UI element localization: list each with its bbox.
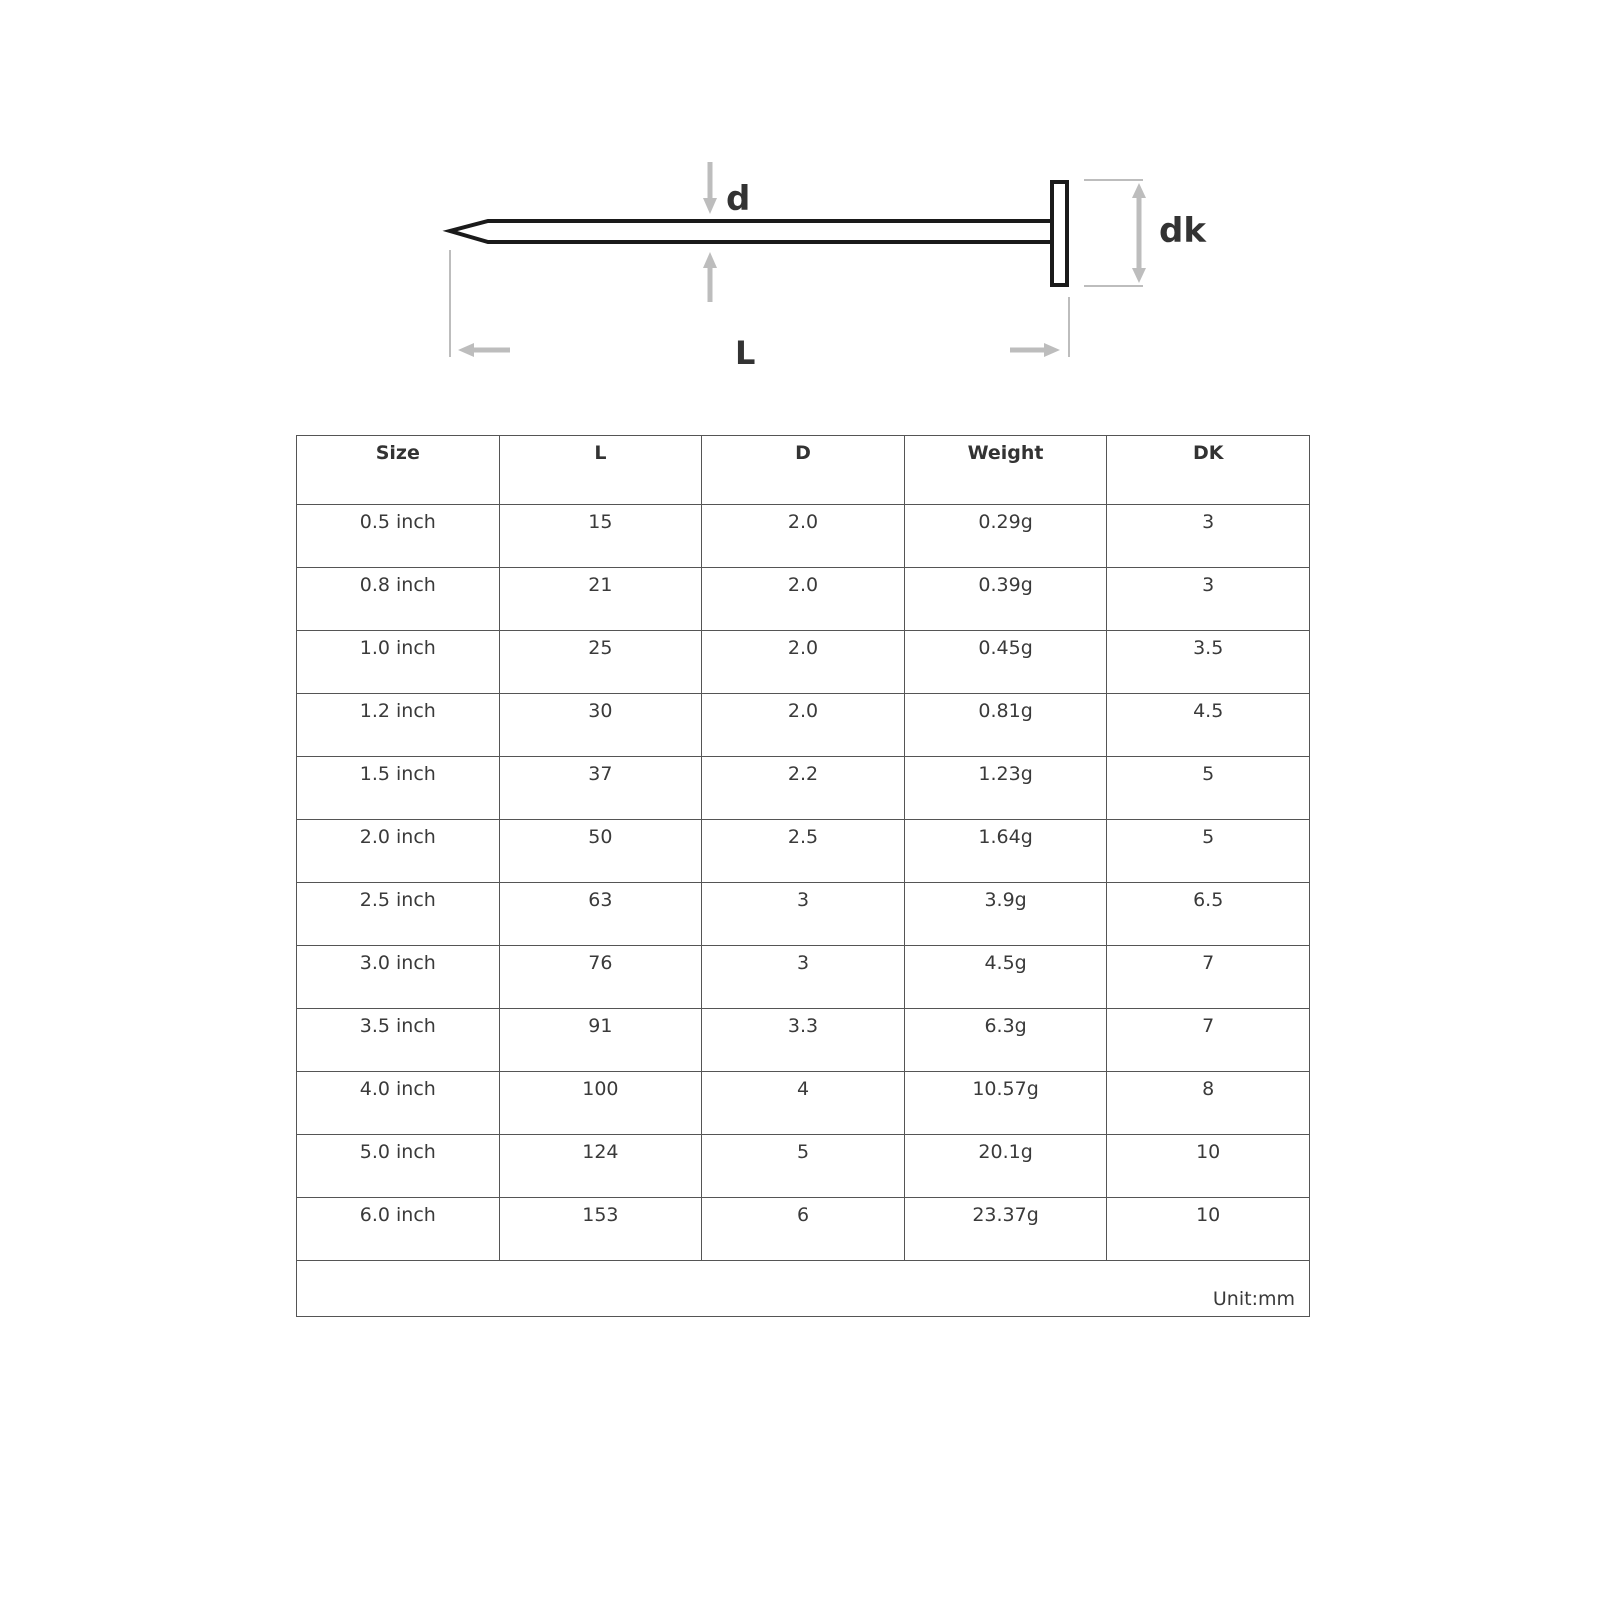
l-label: L [735, 334, 756, 372]
cell-dk: 3 [1107, 568, 1310, 631]
table-body [297, 505, 1310, 1261]
cell-weight: 23.37g [904, 1198, 1107, 1261]
cell-d: 5 [702, 1135, 905, 1198]
cell-dk: 5 [1107, 757, 1310, 820]
cell-size: 5.0 inch [297, 1135, 500, 1198]
cell-d: 3 [702, 946, 905, 1009]
nail-dimension-diagram [0, 0, 1601, 420]
cell-size: 1.5 inch [297, 757, 500, 820]
cell-size: 6.0 inch [297, 1198, 500, 1261]
dk-dimension [1084, 180, 1146, 286]
nail-spec-table [296, 435, 1310, 1317]
table-row [297, 883, 1310, 946]
cell-dk: 7 [1107, 1009, 1310, 1072]
table-header-row [297, 436, 1310, 505]
cell-dk: 10 [1107, 1135, 1310, 1198]
table-row [297, 505, 1310, 568]
cell-dk: 7 [1107, 946, 1310, 1009]
cell-dk: 10 [1107, 1198, 1310, 1261]
cell-weight: 20.1g [904, 1135, 1107, 1198]
header-d: D [702, 436, 905, 505]
cell-size: 1.0 inch [297, 631, 500, 694]
cell-d: 3 [702, 883, 905, 946]
cell-l: 91 [499, 1009, 702, 1072]
cell-d: 2.5 [702, 820, 905, 883]
d-label: d [726, 179, 751, 219]
cell-d: 2.2 [702, 757, 905, 820]
cell-l: 30 [499, 694, 702, 757]
cell-weight: 0.29g [904, 505, 1107, 568]
d-dimension-arrows [703, 162, 717, 302]
cell-d: 2.0 [702, 505, 905, 568]
header-l: L [499, 436, 702, 505]
table-row [297, 1198, 1310, 1261]
cell-size: 3.0 inch [297, 946, 500, 1009]
cell-size: 4.0 inch [297, 1072, 500, 1135]
cell-weight: 0.45g [904, 631, 1107, 694]
table-footer-row [297, 1261, 1310, 1317]
cell-size: 2.5 inch [297, 883, 500, 946]
cell-dk: 3.5 [1107, 631, 1310, 694]
cell-dk: 5 [1107, 820, 1310, 883]
cell-weight: 6.3g [904, 1009, 1107, 1072]
cell-weight: 1.23g [904, 757, 1107, 820]
cell-weight: 1.64g [904, 820, 1107, 883]
cell-l: 25 [499, 631, 702, 694]
cell-size: 1.2 inch [297, 694, 500, 757]
table-row [297, 694, 1310, 757]
cell-l: 63 [499, 883, 702, 946]
table-row [297, 1072, 1310, 1135]
cell-l: 76 [499, 946, 702, 1009]
cell-l: 100 [499, 1072, 702, 1135]
table-row [297, 631, 1310, 694]
cell-d: 6 [702, 1198, 905, 1261]
cell-dk: 6.5 [1107, 883, 1310, 946]
cell-dk: 8 [1107, 1072, 1310, 1135]
cell-d: 2.0 [702, 694, 905, 757]
header-weight: Weight [904, 436, 1107, 505]
table-row [297, 1009, 1310, 1072]
table-row [297, 820, 1310, 883]
cell-weight: 4.5g [904, 946, 1107, 1009]
cell-weight: 10.57g [904, 1072, 1107, 1135]
cell-l: 37 [499, 757, 702, 820]
cell-l: 124 [499, 1135, 702, 1198]
header-dk: DK [1107, 436, 1310, 505]
cell-d: 2.0 [702, 568, 905, 631]
nail-head [1052, 182, 1067, 285]
table-row [297, 757, 1310, 820]
cell-l: 153 [499, 1198, 702, 1261]
l-dimension [450, 250, 1069, 357]
table-row [297, 1135, 1310, 1198]
cell-d: 3.3 [702, 1009, 905, 1072]
cell-l: 15 [499, 505, 702, 568]
unit-note: Unit:mm [297, 1261, 1310, 1317]
cell-size: 0.5 inch [297, 505, 500, 568]
cell-l: 21 [499, 568, 702, 631]
cell-dk: 3 [1107, 505, 1310, 568]
cell-weight: 0.39g [904, 568, 1107, 631]
cell-size: 3.5 inch [297, 1009, 500, 1072]
cell-dk: 4.5 [1107, 694, 1310, 757]
cell-d: 2.0 [702, 631, 905, 694]
cell-l: 50 [499, 820, 702, 883]
cell-weight: 3.9g [904, 883, 1107, 946]
table-row [297, 568, 1310, 631]
nail-shank [450, 221, 1054, 242]
cell-size: 2.0 inch [297, 820, 500, 883]
table-row [297, 946, 1310, 1009]
header-size: Size [297, 436, 500, 505]
cell-size: 0.8 inch [297, 568, 500, 631]
cell-d: 4 [702, 1072, 905, 1135]
cell-weight: 0.81g [904, 694, 1107, 757]
dk-label: dk [1159, 211, 1206, 251]
